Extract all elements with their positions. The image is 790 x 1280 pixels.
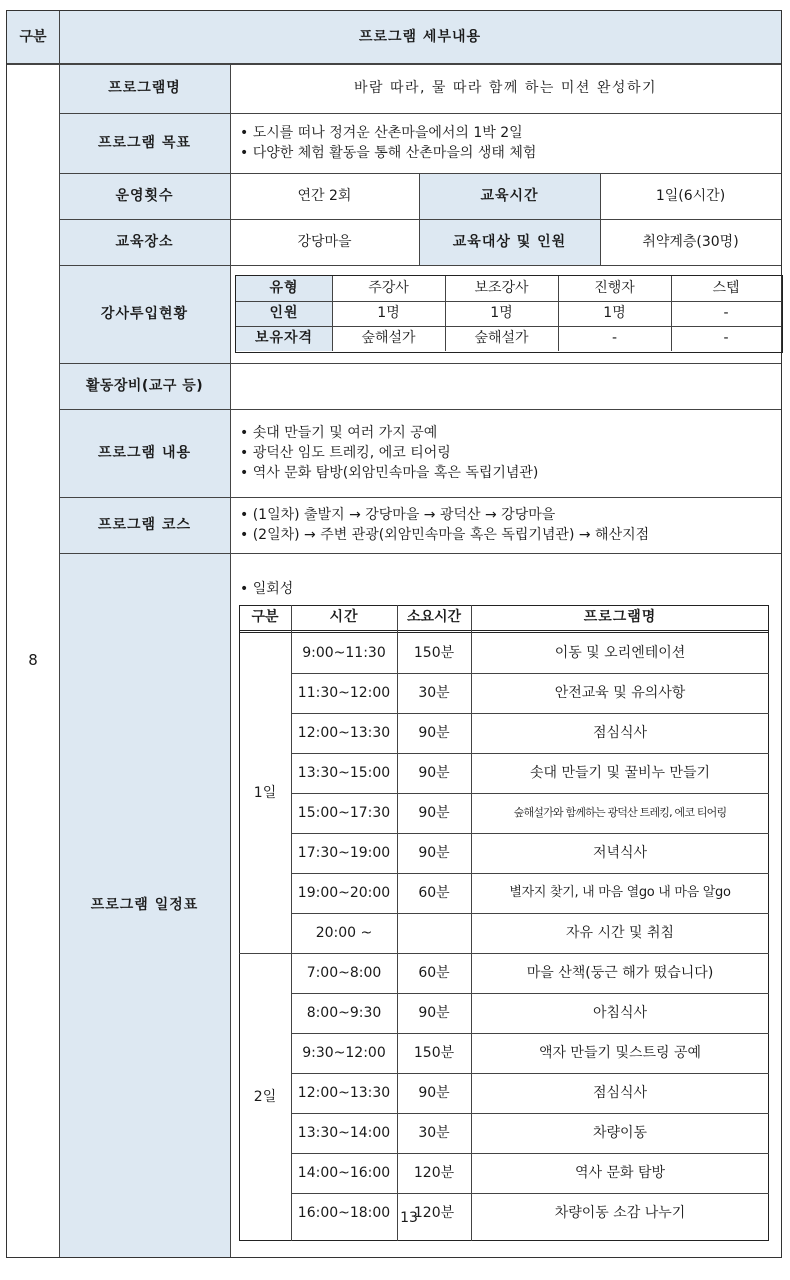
equipment-value: [230, 363, 781, 409]
table-header-cell: 진행자: [594, 280, 635, 297]
program-name-value: 바람 따라, 물 따라 함께 하는 미션 완성하기: [353, 79, 657, 96]
program-cell: 차량이동: [592, 1124, 648, 1141]
time-cell: 7:00~8:00: [306, 964, 382, 981]
time-cell: 13:30~15:00: [297, 764, 391, 781]
table-cell: 숲해설가: [474, 330, 529, 347]
category-number: 8: [28, 650, 38, 669]
list-item: • 역사 문화 탐방(외암민속마을 혹은 독립기념관): [240, 463, 781, 483]
table-row: [239, 713, 769, 753]
table-header-cell: 주강사: [368, 280, 409, 297]
program-cell: 자유 시간 및 취침: [565, 924, 675, 941]
program-cell: 점심식사: [592, 1084, 648, 1101]
table-row: [239, 873, 769, 913]
duration-cell: 90분: [418, 1004, 450, 1021]
time-cell: 15:00~17:30: [297, 804, 391, 821]
program-content-list: [230, 409, 781, 497]
list-item: • 솟대 만들기 및 여러 가지 공예: [240, 423, 781, 443]
table-row: [239, 673, 769, 713]
list-item: • 일회성: [240, 579, 781, 599]
time-cell: 9:00~11:30: [302, 644, 386, 661]
program-cell: 이동 및 오리엔테이션: [554, 644, 686, 661]
duration-cell: 90분: [418, 764, 450, 781]
program-cell: 아침식사: [592, 1004, 648, 1021]
duration-cell: [397, 913, 471, 953]
education-time-value: 1일(6시간): [655, 187, 726, 204]
duration-cell: 150분: [413, 1044, 455, 1061]
target-value: 취약계층(30명): [642, 233, 739, 250]
table-cell: 숲해설가: [361, 330, 416, 347]
program-cell: 차량이동 소감 나누기: [554, 1204, 686, 1221]
table-header-cell: 시간: [329, 609, 359, 626]
duration-cell: 120분: [413, 1164, 455, 1181]
table-cell: -: [723, 305, 729, 322]
time-cell: 11:30~12:00: [297, 684, 391, 701]
equipment-label: 활동장비(교구 등): [85, 377, 204, 394]
program-name-label: 프로그램명: [108, 79, 181, 96]
program-content-label: 프로그램 내용: [97, 444, 192, 461]
table-header-cell: 스텝: [712, 280, 740, 297]
program-cell: 솟대 만들기 및 꿀비누 만들기: [529, 764, 711, 781]
day-label: 1일: [253, 784, 277, 801]
list-item: • 다양한 체험 활동을 통해 산촌마을의 생태 체험: [240, 143, 781, 163]
list-item: • (1일차) 출발지 → 강당마을 → 광덕산 → 강당마을: [240, 505, 781, 525]
schedule-table: [239, 605, 769, 1241]
table-row: [239, 1193, 769, 1233]
duration-cell: 120분: [413, 1204, 455, 1221]
table-row: [239, 913, 769, 953]
duration-cell: 90분: [418, 844, 450, 861]
venue-value: 강당마을: [297, 233, 352, 250]
schedule-label: 프로그램 일정표: [90, 896, 199, 913]
page-number: 13: [400, 1210, 418, 1226]
program-cell: 숲해설가와 함께하는 광덕산 트레킹, 에코 티어링: [513, 805, 727, 819]
header-detail: 프로그램 세부내용: [358, 28, 482, 45]
program-cell: 별자지 찾기, 내 마음 열go 내 마음 알go: [509, 885, 731, 901]
operation-count-label: 운영횟수: [115, 187, 174, 204]
table-cell: 1명: [603, 305, 626, 322]
time-cell: 12:00~13:30: [297, 724, 391, 741]
program-goal-list: [230, 113, 781, 173]
list-item: • (2일차) → 주변 관광(외암민속마을 혹은 독립기념관) → 해산지점: [240, 525, 781, 545]
table-row: [239, 753, 769, 793]
table-cell: 보유자격: [254, 330, 314, 347]
duration-cell: 90분: [418, 1084, 450, 1101]
list-item: • 광덕산 임도 트레킹, 에코 티어링: [240, 443, 781, 463]
table-row: [239, 953, 769, 993]
table-cell: 1명: [377, 305, 400, 322]
instructors-label: 강사투입현황: [100, 305, 189, 322]
table-row: [239, 1033, 769, 1073]
program-goal-label: 프로그램 목표: [97, 134, 192, 151]
instructors-table: [235, 275, 783, 353]
program-course-list: [230, 497, 781, 553]
duration-cell: 90분: [418, 724, 450, 741]
time-cell: 16:00~18:00: [297, 1204, 391, 1221]
day-label: 2일: [253, 1088, 277, 1105]
table-header-cell: 보조강사: [474, 280, 529, 297]
time-cell: 20:00 ~: [315, 924, 373, 941]
program-cell: 마을 산책(둥근 해가 떴습니다): [526, 964, 714, 981]
table-cell: 1명: [490, 305, 513, 322]
venue-label: 교육장소: [115, 233, 174, 250]
table-row: [239, 633, 769, 673]
duration-cell: 60분: [418, 964, 450, 981]
education-time-label: 교육시간: [480, 187, 539, 204]
table-cell: -: [723, 330, 729, 347]
table-row: [239, 793, 769, 833]
table-row: [239, 833, 769, 873]
table-header-cell: 구분: [251, 609, 279, 626]
operation-count-value: 연간 2회: [297, 187, 352, 204]
schedule-subtitle: [230, 577, 781, 601]
header-category: 구분: [19, 28, 47, 45]
program-cell: 역사 문화 탐방: [574, 1164, 666, 1181]
time-cell: 8:00~9:30: [306, 1004, 382, 1021]
table-header-cell: 유형: [269, 280, 299, 297]
program-cell: 점심식사: [592, 724, 648, 741]
table-row: [239, 1073, 769, 1113]
time-cell: 19:00~20:00: [297, 884, 391, 901]
program-cell: 액자 만들기 및스트링 공예: [538, 1044, 702, 1061]
table-header-cell: 프로그램명: [583, 609, 657, 626]
program-cell: 저녁식사: [592, 844, 648, 861]
time-cell: 17:30~19:00: [297, 844, 391, 861]
time-cell: 9:30~12:00: [302, 1044, 386, 1061]
program-cell: 안전교육 및 유의사항: [554, 684, 686, 701]
table-row: [239, 1153, 769, 1193]
target-label: 교육대상 및 인원: [452, 233, 567, 250]
table-row: [239, 1113, 769, 1153]
table-cell: 인원: [269, 305, 299, 322]
time-cell: 13:30~14:00: [297, 1124, 391, 1141]
program-detail-table: [6, 10, 782, 1258]
duration-cell: 30분: [418, 684, 450, 701]
duration-cell: 150분: [413, 644, 455, 661]
time-cell: 12:00~13:30: [297, 1084, 391, 1101]
time-cell: 14:00~16:00: [297, 1164, 391, 1181]
program-course-label: 프로그램 코스: [97, 516, 192, 533]
table-row: [239, 993, 769, 1033]
duration-cell: 30분: [418, 1124, 450, 1141]
duration-cell: 90분: [418, 804, 450, 821]
duration-cell: 60분: [418, 884, 450, 901]
table-header-cell: 소요시간: [406, 609, 462, 626]
list-item: • 도시를 떠나 정겨운 산촌마을에서의 1박 2일: [240, 123, 781, 143]
table-cell: -: [611, 330, 618, 347]
